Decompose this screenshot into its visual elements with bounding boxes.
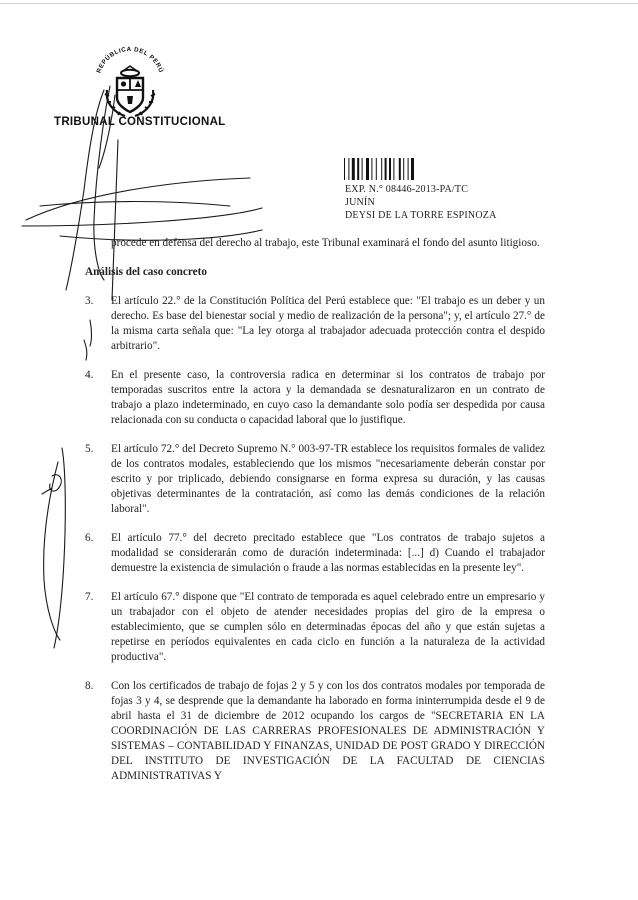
paragraph-number: 8. [85,680,94,692]
peru-seal-emblem [85,40,175,124]
numbered-paragraph [85,294,545,354]
numbered-paragraph [85,679,545,784]
numbered-paragraph [85,590,545,665]
paragraph-text: El artículo 77.° del decreto precitado establece que "Los contratos de trabajo sujetos a modalidad se considerarán como de duración indeterminada: [...] d) Cuando el trabajador demuestre la existencia de simulación o fraude a las normas establecidas en la presente ley". [111,532,545,574]
paragraph-text: El artículo 67.° dispone que "El contrato de temporada es aquel celebrado entre un empresario y un trabajador con el objeto de atender necesidades propias del giro de la empresa o establecimiento, que se cumplen sólo en determinadas épocas del año y que están sujetas a repetirse en períodos equivalentes en cada ciclo en función a la naturaleza de la actividad productiva". [111,591,545,663]
case-party: DEYSI DE LA TORRE ESPINOZA [345,210,497,221]
top-rule [0,3,638,4]
intro-paragraph: procede en defensa del derecho al trabajo, este Tribunal examinará el fondo del asunto litigioso. [111,237,540,249]
paragraph-number: 3. [85,295,94,307]
paragraph-text: El artículo 72.° del Decreto Supremo N.° 003-97-TR establece los requisitos formales de validez de los contratos modales, estableciendo que los mismos "necesariamente deberán constar por escrito y por triplicado, debiendo consignarse en forma expresa su duración, y las causas objetivas determinantes de la contratación, así como las demás condiciones de la relación laboral". [111,443,545,515]
document-body [85,236,545,798]
case-region: JUNÍN [345,197,375,208]
paragraph-number: 6. [85,532,94,544]
paragraph-number: 7. [85,591,94,603]
paragraph-text: En el presente caso, la controversia radica en determinar si los contratos de trabajo por temporadas suscritos entre la actora y la demandada se desnaturalizaron en un contrato de trabajo a plazo indeterminado, en cuyo caso la demandante solo podía ser despedida por causa relacionada con su conducta o capacidad laboral que lo justifique. [111,369,545,426]
expediente-number: EXP. N.° 08446-2013-PA/TC [345,184,469,195]
institution-name: TRIBUNAL CONSTITUCIONAL [54,116,226,128]
paragraph-text: Con los certificados de trabajo de fojas 2 y 5 y con los dos contratos modales por temporada de fojas 3 y 4, se desprende que la demandante ha laborado en forma ininterrumpida desde el 9 de abril hasta el 31 de diciembre de 2012 ocupando los cargos de "SECRETARIA EN LA COORDINACIÓN DE LAS CARRERAS PROFESIONALES DE ADMINISTRACIÓN Y SISTEMAS – CONTABILIDAD Y FINANZAS, UNIDAD DE POST GRADO Y DIRECCIÓN DEL INSTITUTO DE INVESTIGACIÓN DE LA FACULTAD DE CIENCIAS ADMINISTRATIVAS Y [111,680,545,782]
numbered-paragraph [85,531,545,576]
paragraph-number: 5. [85,443,94,455]
numbered-paragraph [85,368,545,428]
numbered-paragraph [85,442,545,517]
paragraph-number: 4. [85,369,94,381]
case-reference [345,183,497,222]
svg-text:REPÚBLICA DEL PERÚ: REPÚBLICA DEL PERÚ [95,45,165,75]
paragraph-text: El artículo 22.° de la Constitución Política del Perú establece que: "El trabajo es un deber y un derecho. Es base del bienestar social y medio de realización de la persona"; y, el artículo 27.° de la misma carta señala que: "La ley otorga al trabajador adecuada protección contra el despido arbitrario". [111,295,545,352]
section-heading: Análisis del caso concreto [85,266,207,278]
barcode [344,158,428,180]
